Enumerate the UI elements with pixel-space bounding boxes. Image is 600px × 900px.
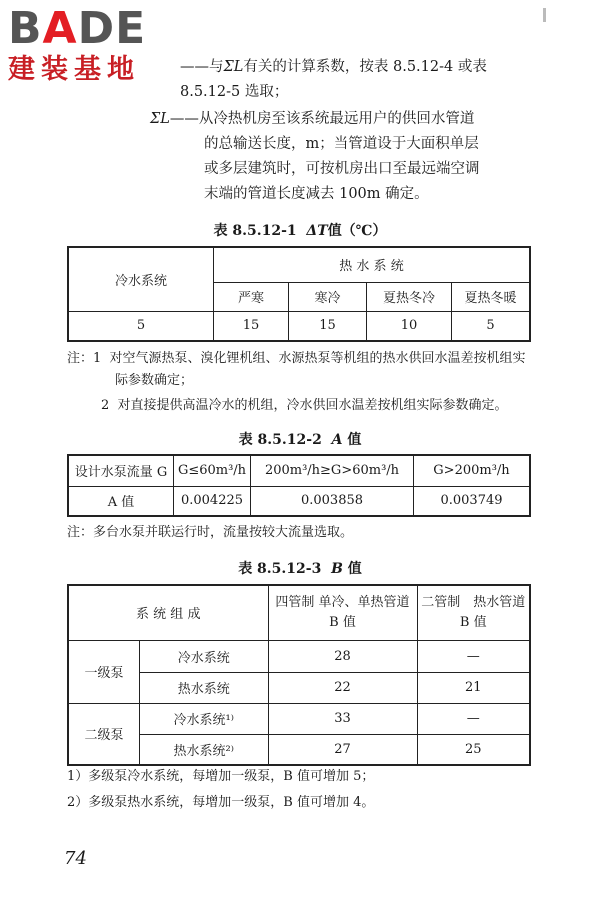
cell: 25 [417, 734, 530, 765]
table-row [68, 486, 530, 516]
col-hot-summer-warm-winter: 夏热冬暖 [452, 282, 531, 311]
table-row [68, 703, 530, 734]
table2-caption: 表 8.5.12-2 A 值 [238, 432, 362, 448]
note-1: 注：1 对空气源热泵、溴化锂机组、水源热泵等机组的热水供回水温差按机组实 [67, 351, 526, 366]
cell: 10 [367, 311, 452, 341]
cell: 21 [417, 672, 530, 703]
logo-mark [8, 3, 198, 54]
cold-water-value: 5 [68, 311, 214, 341]
cell: 5 [452, 311, 531, 341]
logo-letter-b: B [8, 3, 43, 54]
logo-subtitle: 建装基地 [8, 54, 140, 85]
table-row [68, 311, 530, 341]
note-2: 2 对直接提供高温冷水的机组，冷水供回水温差按机组实际参数确定。 [101, 398, 508, 413]
coefficient-definition [180, 55, 530, 105]
page-number: 74 [64, 848, 87, 869]
row-label: 热水系统²⁾ [140, 734, 269, 765]
cell: 22 [268, 672, 417, 703]
b-value-table [67, 584, 531, 766]
sigma-line-1: ΣL——从冷热机房至该系统最远用户的供回水管道 [150, 111, 475, 127]
cell: 28 [268, 640, 417, 672]
cell: 0.003858 [251, 486, 414, 516]
four-pipe-header: 四管制 单冷、单热管道 B 值 [268, 585, 417, 640]
two-pipe-header: 二管制 热水管道 B 值 [417, 585, 530, 640]
flow-range-3: G>200m³/h [414, 455, 531, 486]
cell: — [417, 640, 530, 672]
logo-letter-a: A [42, 3, 78, 54]
table3-caption: 表 8.5.12-3 B 值 [238, 561, 362, 577]
col-cold: 寒冷 [289, 282, 367, 311]
table-row [68, 640, 530, 672]
sigma-line-4: 末端的管道长度减去 100m 确定。 [204, 186, 429, 202]
col-severe-cold: 严寒 [214, 282, 289, 311]
table3-footnotes [67, 766, 374, 814]
scan-mark [543, 8, 546, 22]
cold-water-header: 冷水系统 [68, 247, 214, 311]
sigma-line-3: 或多层建筑时，可按机房出口至最远端空调 [204, 161, 480, 177]
cell: 0.003749 [414, 486, 531, 516]
table1-caption: 表 8.5.12-1 ΔT值（℃） [213, 223, 387, 239]
cell: 27 [268, 734, 417, 765]
cell: 0.004225 [174, 486, 251, 516]
table2-note: 注：多台水泵并联运行时，流量按较大流量选取。 [67, 525, 354, 540]
a-value-label: A 值 [68, 486, 174, 516]
cell: — [417, 703, 530, 734]
delta-t-table [67, 246, 531, 342]
sigma-l-definition [150, 107, 530, 207]
row-label: 冷水系统¹⁾ [140, 703, 269, 734]
flow-range-2: 200m³/h≥G>60m³/h [251, 455, 414, 486]
a-value-table [67, 454, 531, 517]
cell: 15 [289, 311, 367, 341]
logo-letters-de: DE [77, 3, 147, 54]
system-composition-header: 系 统 组 成 [68, 585, 268, 640]
hot-water-header: 热 水 系 统 [214, 247, 531, 282]
primary-pump-label: 一级泵 [68, 640, 140, 703]
definition-line-2: 8.5.12-5 选取； [180, 84, 289, 100]
definition-line-1: ——与ΣL有关的计算系数，按表 8.5.12-4 或表 [180, 59, 487, 75]
sigma-line-2: 的总输送长度，m；当管道设于大面积单层 [204, 136, 479, 152]
flow-range-1: G≤60m³/h [174, 455, 251, 486]
secondary-pump-label: 二级泵 [68, 703, 140, 765]
col-hot-summer-cold-winter: 夏热冬冷 [367, 282, 452, 311]
note-1-cont: 际参数确定； [115, 373, 194, 388]
table1-notes [67, 348, 547, 417]
cell: 33 [268, 703, 417, 734]
footnote-2: 2）多级泵热水系统，每增加一级泵，B 值可增加 4。 [67, 795, 375, 810]
flow-header: 设计水泵流量 G [68, 455, 174, 486]
row-label: 冷水系统 [140, 640, 269, 672]
bade-logo [8, 3, 198, 86]
footnote-1: 1）多级泵冷水系统，每增加一级泵，B 值可增加 5； [67, 769, 375, 784]
cell: 15 [214, 311, 289, 341]
row-label: 热水系统 [140, 672, 269, 703]
